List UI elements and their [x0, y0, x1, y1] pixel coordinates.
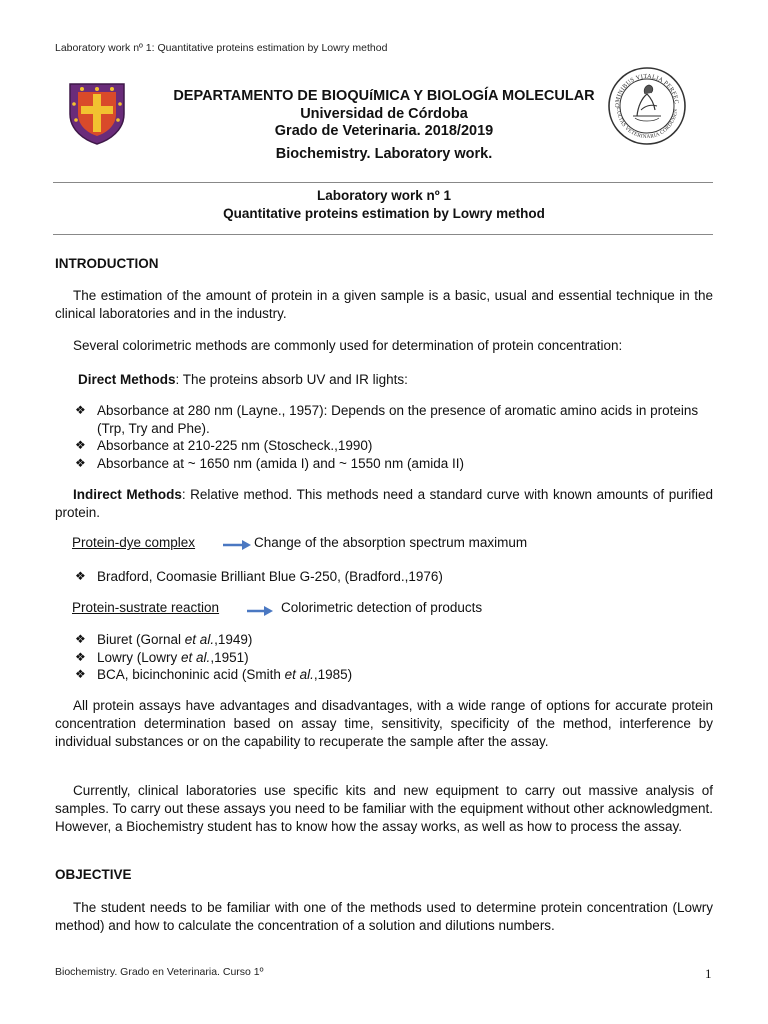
bullet-icon: ❖	[75, 438, 86, 452]
degree-year: Grado de Veterinaria. 2018/2019	[274, 123, 494, 139]
lab-work-title: Quantitative proteins estimation by Lowry method	[223, 206, 545, 221]
department-name: DEPARTAMENTO DE BIOQUíMICA Y BIOLOGÍA MOLECULAR	[173, 88, 595, 104]
running-header: Laboratory work nº 1: Quantitative proteins estimation by Lowry method	[55, 42, 388, 54]
indirect-methods-text: : Relative method. This methods need a standard curve with known amounts of purified protein.	[55, 487, 713, 520]
introduction-heading: INTRODUCTION	[55, 256, 159, 271]
course-name: Biochemistry. Laboratory work.	[275, 146, 493, 162]
intro-paragraph-4: Currently, clinical laboratories use specific kits and new equipment to carry out massive analysis of samples. To carry out these assays you need to be familiar with the equipment without other acknowledgment. However, a Biochemistry student has to know how the assay works, as well as how to process the assay.	[55, 783, 713, 834]
protein-dye-result: Change of the absorption spectrum maximum	[254, 535, 528, 550]
intro-paragraph-1: The estimation of the amount of protein in a given sample is a basic, usual and essential technique in the clinical laboratories and in the industry.	[55, 288, 713, 321]
dye-methods-list	[75, 568, 715, 586]
indirect-methods-paragraph	[55, 486, 713, 522]
list-item: ❖ BCA, bicinchoninic acid (Smith et al.,1985)	[75, 667, 353, 682]
bullet-icon: ❖	[75, 569, 86, 583]
list-item: ❖ Bradford, Coomasie Brilliant Blue G-250, (Bradford.,1976)	[75, 569, 443, 584]
lab-work-number: Laboratory work nº 1	[317, 188, 451, 203]
intro-paragraph-3: All protein assays have advantages and disadvantages, with a wide range of options for accurate protein concentration determination based on assay time, sensitivity, specificity of the method, interference by individual substances or on the capability to recuperate the sample after the assay.	[55, 698, 713, 749]
footer-text: Biochemistry. Grado en Veterinaria. Curso 1º	[55, 966, 264, 978]
list-item: ❖ Absorbance at ~ 1650 nm (amida I) and ~ 1550 nm (amida II)	[75, 455, 464, 471]
direct-methods-list	[75, 402, 715, 472]
svg-text:HOMINIBUS VITALIA PERFECTE: OMINIBUS VITALIA PERFEC	[613, 72, 680, 108]
page-number: 1	[705, 966, 712, 981]
right-arrow-icon	[222, 538, 252, 557]
bullet-icon: ❖	[75, 455, 86, 470]
objective-heading: OBJECTIVE	[55, 867, 132, 882]
protein-substrate-row	[72, 600, 219, 615]
university-name: Universidad de Córdoba	[300, 106, 468, 122]
list-item: ❖ Lowry (Lowry et al.,1951)	[75, 649, 249, 665]
protein-substrate-label: Protein-sustrate reaction	[72, 600, 220, 615]
faculty-seal	[607, 66, 687, 146]
objective-paragraph: The student needs to be familiar with one of the methods used to determine protein concentration (Lowry method) and how to calculate the concentration of a solution and dilutions numbers.	[55, 900, 713, 933]
bullet-icon: ❖	[75, 667, 86, 681]
separator-top	[53, 182, 713, 183]
right-arrow-icon	[246, 604, 274, 623]
bullet-icon: ❖	[75, 632, 86, 646]
svg-text:FACULTAS VETERINARIA CORDUBENS: CULTAS VETERINARIA CORDUBEN	[614, 107, 680, 141]
list-item: ❖ Biuret (Gornal et al.,1949)	[75, 632, 253, 647]
separator-bottom	[53, 234, 713, 235]
protein-dye-row	[72, 535, 195, 550]
bullet-icon: ❖	[75, 403, 86, 417]
protein-substrate-result: Colorimetric detection of products	[281, 600, 483, 615]
indirect-methods-label: Indirect Methods	[73, 487, 182, 502]
list-item: ❖ Absorbance at 210-225 nm (Stoscheck.,1990)	[75, 438, 373, 453]
intro-paragraph-2: Several colorimetric methods are commonly used for determination of protein concentration:	[73, 338, 623, 353]
direct-methods-text: : The proteins absorb UV and IR lights:	[175, 372, 408, 387]
direct-methods-line	[78, 371, 708, 389]
direct-methods-label: Direct Methods	[78, 372, 176, 387]
protein-dye-label: Protein-dye complex	[72, 535, 196, 550]
substrate-methods-list	[75, 631, 715, 684]
bullet-icon: ❖	[75, 649, 86, 664]
list-item: ❖ Absorbance at 280 nm (Layne., 1957): Depends on the presence of aromatic amino acids in proteins (Trp, Try and Phe).	[75, 403, 699, 436]
